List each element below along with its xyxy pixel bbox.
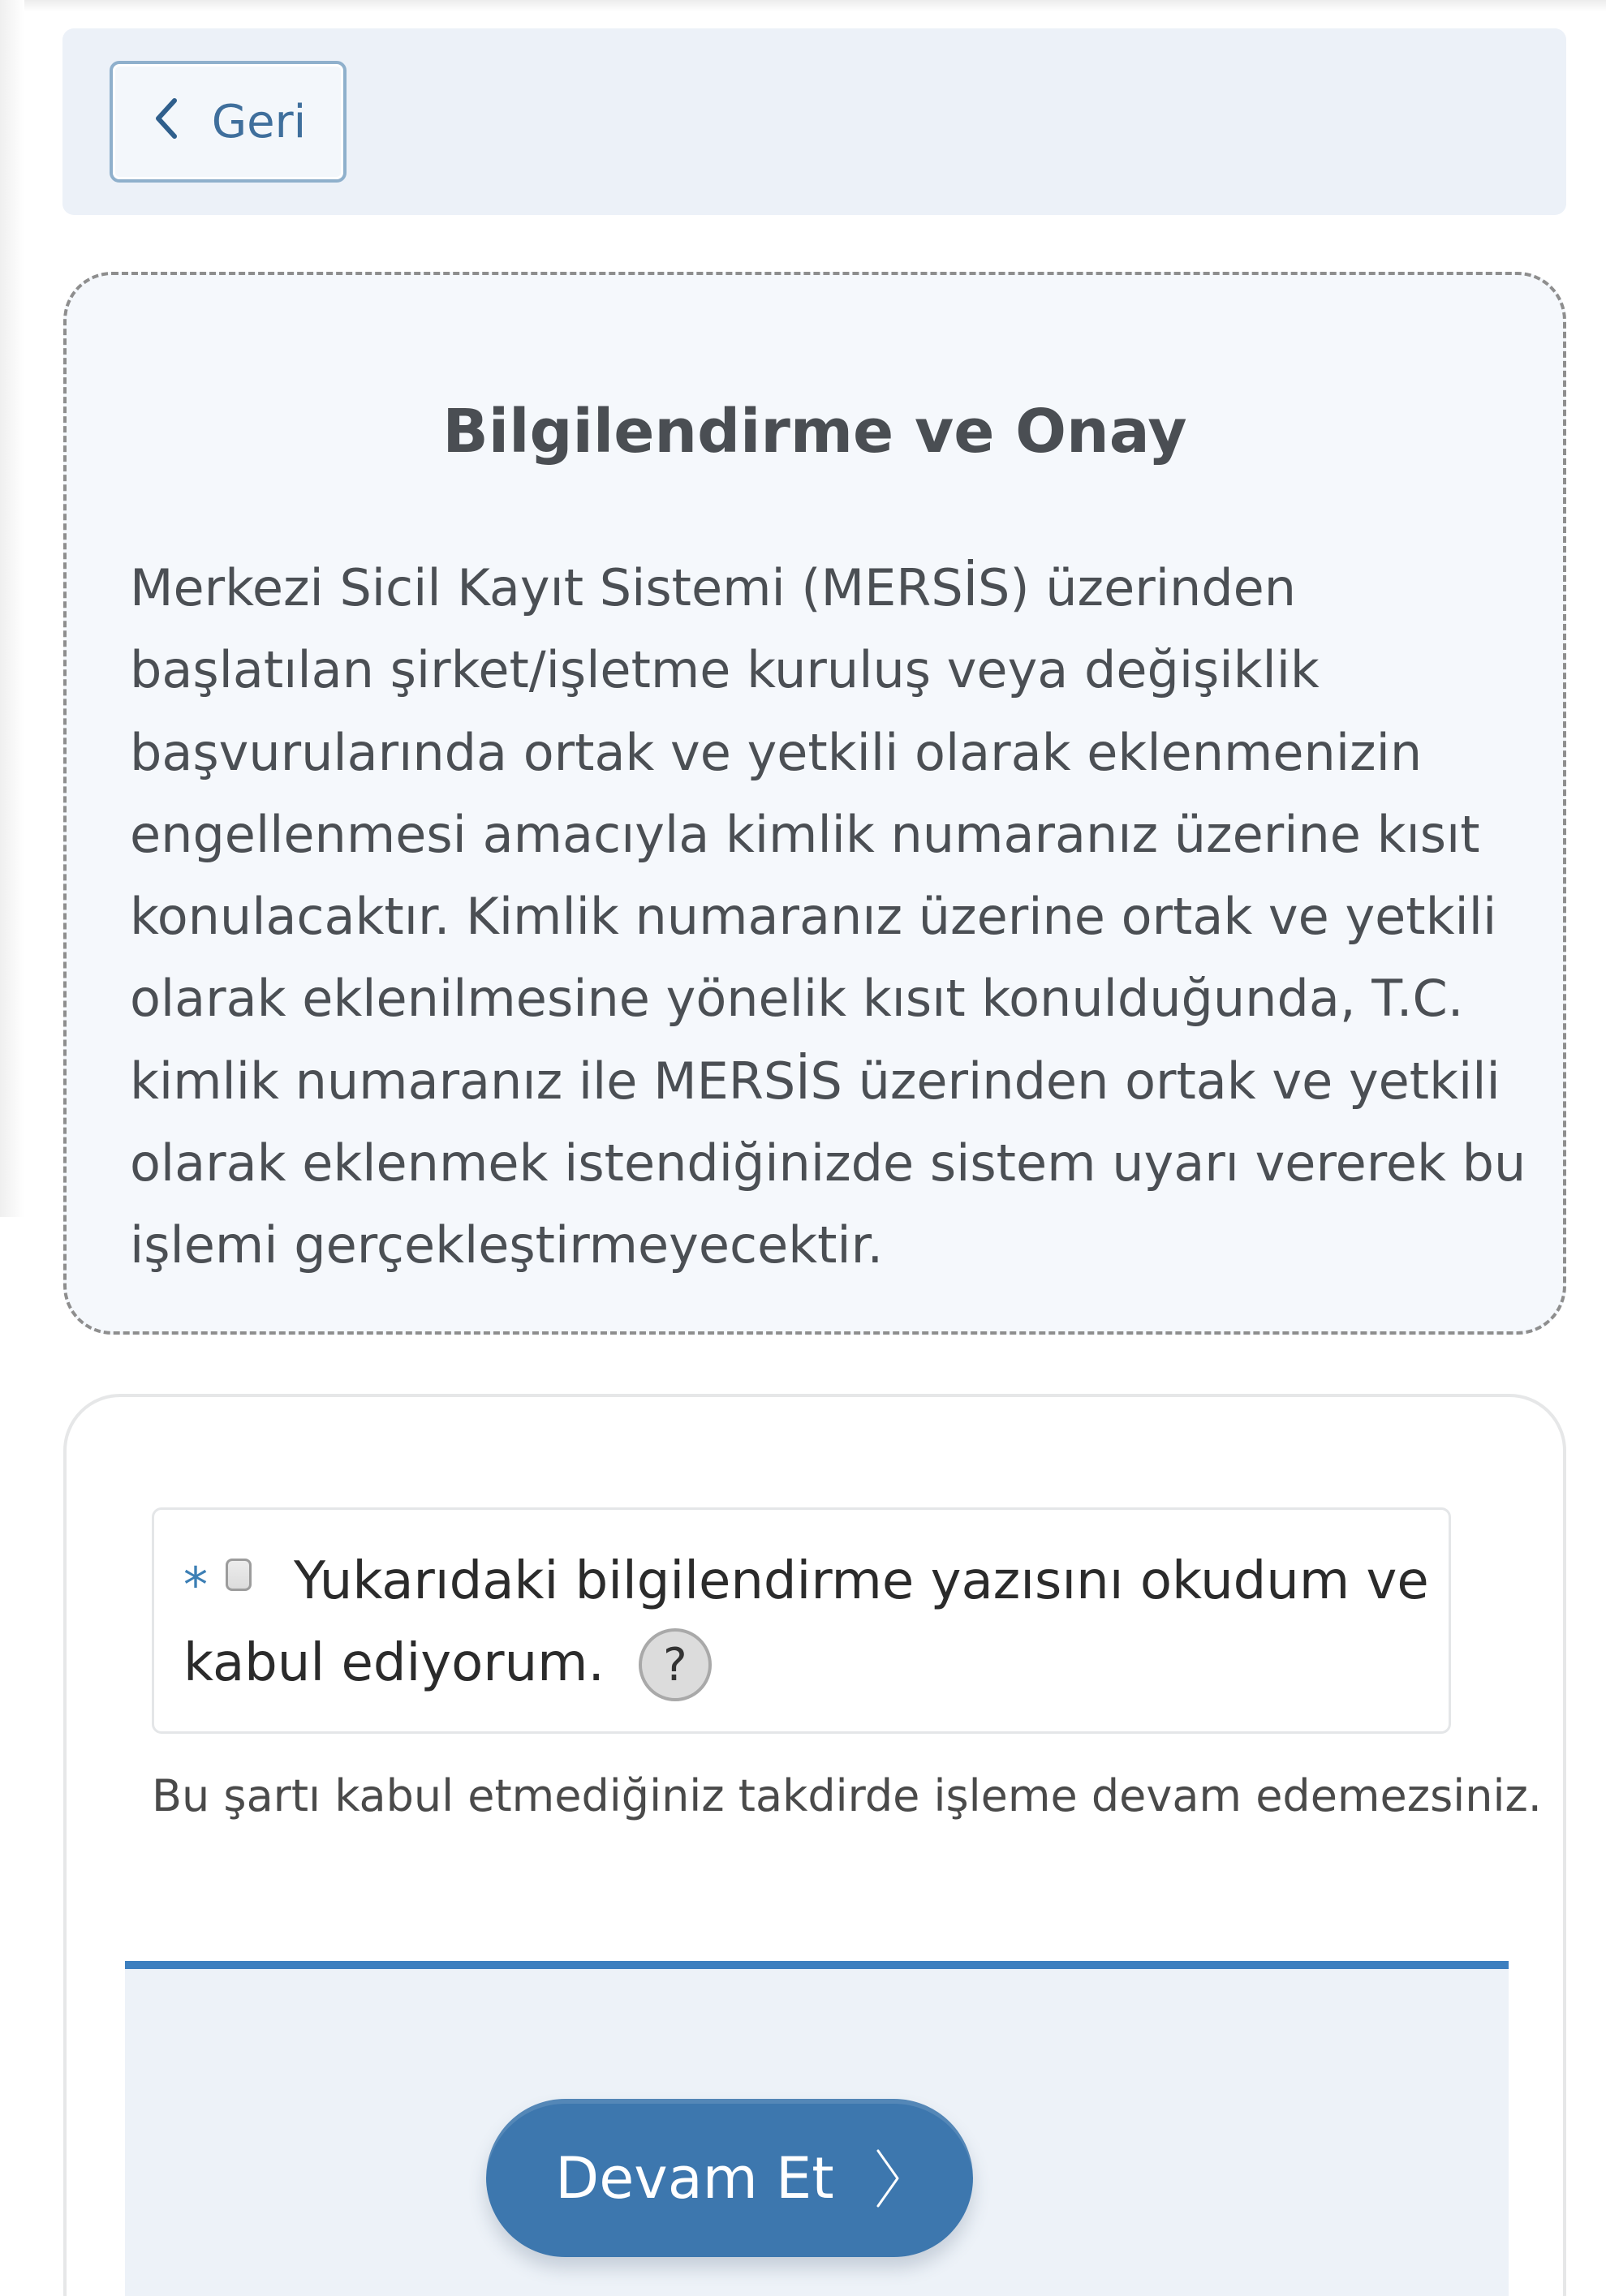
info-line: konulacaktır. Kimlik numaranız üzerine ortak ve yetkili [130,887,1497,947]
continue-button-label: Devam Et [555,2144,834,2212]
consent-checkbox-group [152,1507,1451,1734]
left-shadow [0,0,24,1217]
continue-button[interactable] [486,2099,973,2257]
info-paragraph [130,547,1526,1287]
consent-label-line1[interactable]: Yukarıdaki bilgilendirme yazısını okudum ve [294,1551,1429,1611]
info-line: kimlik numaranız ile MERSİS üzerinden ortak ve yetkili [130,1051,1501,1111]
consent-card [63,1394,1566,2296]
info-title: Bilgilendirme ve Onay [442,397,1187,467]
chevron-left-icon [150,94,183,143]
info-line: başlatılan şirket/işletme kuruluş veya değişiklik [130,640,1320,700]
info-line: başvurularında ortak ve yetkili olarak eklenmenizin [130,722,1423,782]
back-button[interactable] [110,61,347,183]
info-panel [63,272,1566,1335]
consent-label-row [183,1549,1429,1614]
action-panel [125,1961,1509,2296]
consent-checkbox[interactable] [226,1559,252,1591]
info-line: olarak eklenmek istendiğinizde sistem uyarı vererek bu [130,1133,1526,1193]
info-line: işlemi gerçekleştirmeyecektir. [130,1215,884,1275]
back-button-label: Geri [211,95,307,148]
info-line: olarak eklenilmesine yönelik kısıt konulduğunda, T.C. [130,969,1464,1029]
info-line: engellenmesi amacıyla kimlik numaranız üzerine kısıt [130,804,1480,864]
question-icon: ? [662,1638,687,1692]
top-shadow [0,0,1606,11]
help-button[interactable] [639,1628,712,1701]
consent-note: Bu şartı kabul etmediğiniz takdirde işleme devam edemezsiniz. [152,1770,1542,1821]
info-line: Merkezi Sicil Kayıt Sistemi (MERSİS) üzerinden [130,558,1297,617]
consent-label-row-2 [183,1625,712,1701]
consent-label-line2[interactable]: kabul ediyorum. [183,1633,605,1693]
required-marker: * [183,1557,208,1614]
chevron-right-icon [872,2146,904,2211]
top-bar [62,28,1566,215]
